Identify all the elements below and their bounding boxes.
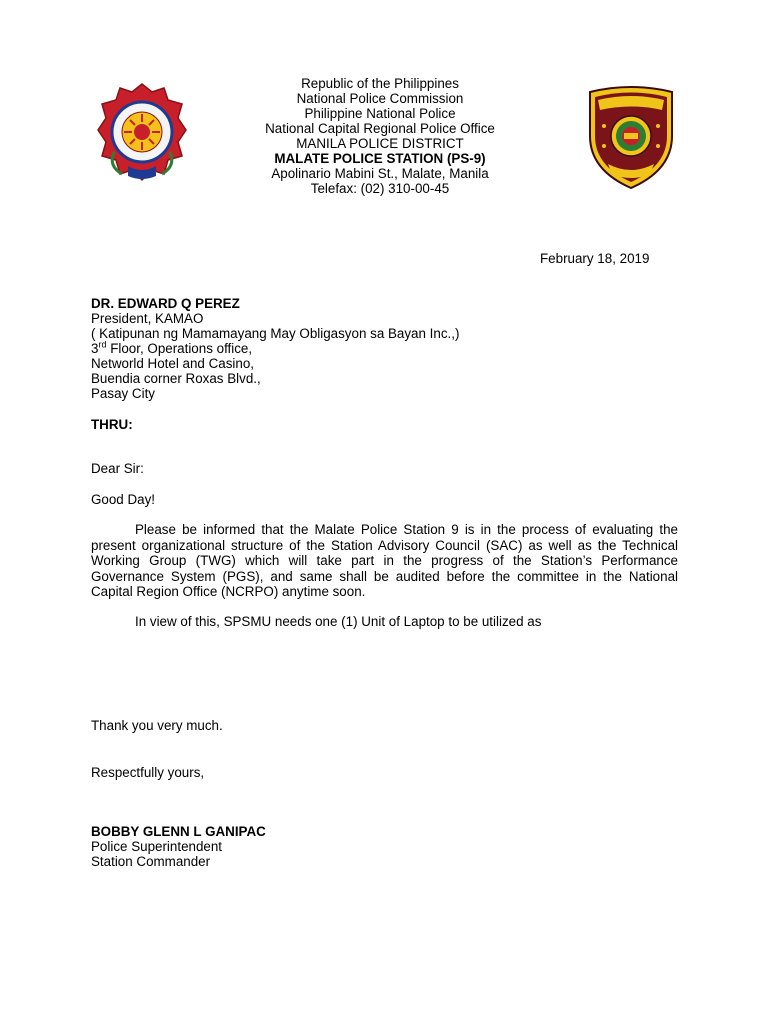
closing-line: Thank you very much. bbox=[91, 718, 223, 733]
pnp-seal-logo bbox=[96, 82, 188, 186]
letterhead-telefax: Telefax: (02) 310-00-45 bbox=[310, 181, 450, 196]
letterhead-ncrpo: National Capital Regional Police Office bbox=[265, 121, 495, 136]
signatory-rank: Police Superintendent bbox=[91, 839, 223, 854]
letterhead-station: MALATE POLICE STATION (PS-9) bbox=[274, 151, 486, 166]
signature-block bbox=[91, 824, 266, 869]
signatory-position: Station Commander bbox=[91, 854, 211, 869]
floor-rest: Floor, Operations office, bbox=[106, 341, 253, 356]
letterhead-address: Apolinario Mabini St., Malate, Manila bbox=[271, 166, 489, 181]
manilas-finest-badge-logo bbox=[584, 84, 678, 190]
addressee-title: President, KAMAO bbox=[91, 311, 204, 326]
addressee-floor bbox=[91, 341, 459, 356]
salutation: Dear Sir: bbox=[91, 461, 144, 476]
letterhead-mpd: MANILA POLICE DISTRICT bbox=[296, 136, 464, 151]
letter-date: February 18, 2019 bbox=[540, 251, 650, 266]
letterhead-napolcom: National Police Commission bbox=[296, 91, 464, 106]
floor-ordinal-suffix: rd bbox=[98, 339, 107, 350]
addressee-city: Pasay City bbox=[91, 386, 155, 401]
addressee-organization: ( Katipunan ng Mamamayang May Obligasyon sa Bayan Inc.,) bbox=[91, 326, 460, 341]
body-paragraph-1: Please be informed that the Malate Police Station 9 is in the process of evaluating the present organizational structure of the Station Advisory Council (SAC) as well as the Technical Working Group (TWG) which will take part in the progress of the Station’s Performance Governance System (PGS), and same shall be audited before the committee in the National Capital Region Office (NCRPO) anytime soon. bbox=[91, 522, 678, 599]
complimentary-close: Respectfully yours, bbox=[91, 765, 205, 780]
greeting: Good Day! bbox=[91, 492, 156, 507]
manilas-finest-emblem bbox=[590, 87, 672, 188]
signatory-name: BOBBY GLENN L GANIPAC bbox=[91, 824, 266, 839]
body-paragraph-2: In view of this, SPSMU needs one (1) Unit of Laptop to be utilized as bbox=[135, 614, 542, 629]
letterhead-pnp: Philippine National Police bbox=[304, 106, 456, 121]
letterhead bbox=[230, 76, 530, 196]
addressee-street: Buendia corner Roxas Blvd., bbox=[91, 371, 261, 386]
addressee-name: DR. EDWARD Q PEREZ bbox=[91, 296, 240, 311]
floor-number: 3 bbox=[91, 341, 99, 356]
thru-label: THRU: bbox=[91, 417, 133, 432]
addressee-block bbox=[91, 296, 459, 401]
letterhead-republic: Republic of the Philippines bbox=[301, 76, 459, 91]
addressee-building: Networld Hotel and Casino, bbox=[91, 356, 255, 371]
pnp-seal-emblem bbox=[98, 84, 186, 180]
